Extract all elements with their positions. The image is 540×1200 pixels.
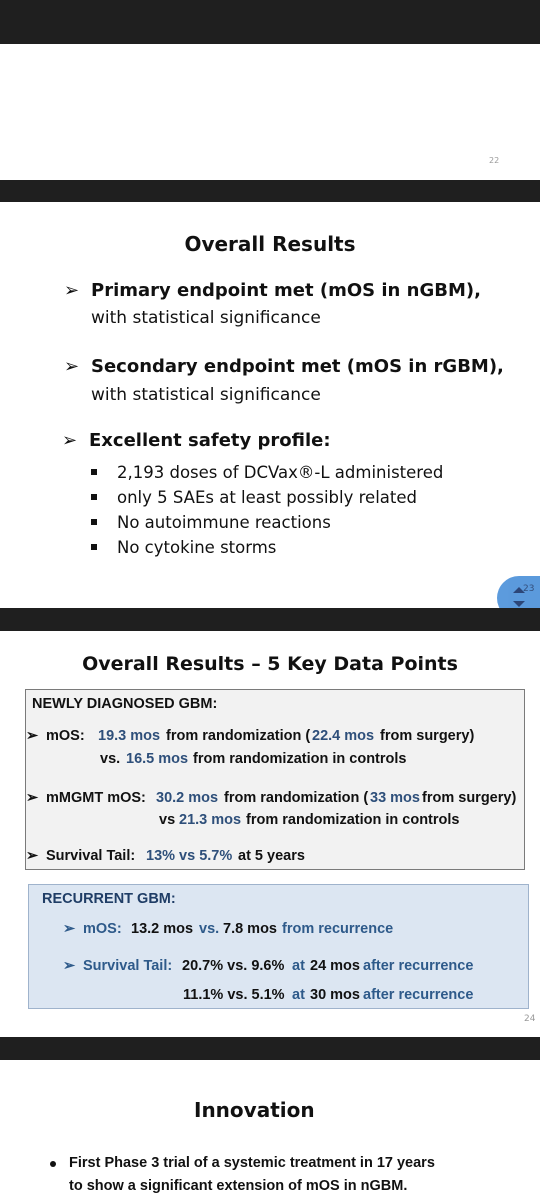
arrow-bullet-icon: ➢ (26, 728, 39, 744)
slide-22 (0, 44, 540, 180)
item-main: Secondary endpoint met (mOS in rGBM), (91, 356, 504, 377)
safety-item: 2,193 doses of DCVax®-L administered (117, 463, 444, 482)
tail-at: at (292, 987, 305, 1003)
page-number: 23 (523, 584, 535, 594)
mgmt-vs: vs (159, 812, 176, 828)
mgmt-value: 21.3 mos (179, 812, 242, 828)
slide-divider (0, 608, 540, 631)
mos-vs: vs. (100, 751, 121, 767)
slide-25 (0, 1060, 540, 1200)
arrow-bullet-icon: ➢ (63, 958, 76, 974)
panel-heading: NEWLY DIAGNOSED GBM: (32, 696, 218, 712)
tail-at: at (292, 958, 305, 974)
arrow-bullet-icon: ➢ (26, 790, 39, 806)
tail-value: 20.7% vs. 9.6% (182, 958, 285, 974)
mos-value: 13.2 mos (131, 921, 194, 937)
top-dark-bar (0, 0, 540, 44)
tail-value: 11.1% vs. 5.1% (183, 987, 285, 1003)
mgmt-text: from surgery) (422, 790, 517, 806)
mos-value: 7.8 mos (223, 921, 277, 937)
arrow-bullet-icon: ➢ (62, 430, 78, 451)
mos-value: 16.5 mos (126, 751, 189, 767)
mos-vs: vs. (199, 921, 220, 937)
mgmt-text: from randomization ( (224, 790, 369, 806)
tail-text: after recurrence (363, 958, 474, 974)
square-bullet-icon (91, 469, 97, 475)
square-bullet-icon (91, 494, 97, 500)
mos-label: mOS: (83, 921, 122, 937)
tail-text: after recurrence (363, 987, 474, 1003)
item-main: Excellent safety profile: (89, 430, 331, 451)
mgmt-label: mMGMT mOS: (46, 790, 146, 806)
tail-text: at 5 years (238, 848, 305, 864)
item-sub: with statistical significance (91, 308, 321, 328)
mos-text: from surgery) (380, 728, 475, 744)
square-bullet-icon (91, 519, 97, 525)
mos-text: from recurrence (282, 921, 394, 937)
bullet-text: to show a significant extension of mOS in nGBM. (69, 1178, 408, 1194)
slide-title: Innovation (194, 1098, 315, 1122)
slide-title: Overall Results – 5 Key Data Points (82, 653, 458, 675)
mgmt-value: 33 mos (370, 790, 420, 806)
mos-label: mOS: (46, 728, 85, 744)
bullet-dot-icon (50, 1161, 56, 1167)
arrow-bullet-icon: ➢ (64, 356, 80, 377)
item-main: Primary endpoint met (mOS in nGBM), (91, 280, 481, 301)
slide-23 (0, 202, 540, 608)
page-number: 24 (524, 1014, 536, 1024)
mos-value: 22.4 mos (312, 728, 375, 744)
newly-diagnosed-panel (25, 689, 525, 870)
bullet-text: First Phase 3 trial of a systemic treatment in 17 years (69, 1155, 435, 1171)
mgmt-value: 30.2 mos (156, 790, 219, 806)
tail-label: Survival Tail: (46, 848, 136, 864)
tail-label: Survival Tail: (83, 958, 173, 974)
tail-value: 24 mos (310, 958, 360, 974)
safety-item: only 5 SAEs at least possibly related (117, 488, 417, 507)
mgmt-text: from randomization in controls (246, 812, 460, 828)
mos-value: 19.3 mos (98, 728, 161, 744)
safety-item: No cytokine storms (117, 538, 277, 557)
arrow-bullet-icon: ➢ (64, 280, 80, 301)
recurrent-panel (28, 884, 529, 1009)
slide-divider (0, 1037, 540, 1060)
slide-divider (0, 180, 540, 202)
tail-value: 30 mos (310, 987, 360, 1003)
tail-value: 13% vs 5.7% (146, 848, 233, 864)
mos-text: from randomization ( (166, 728, 311, 744)
safety-item: No autoimmune reactions (117, 513, 331, 532)
square-bullet-icon (91, 544, 97, 550)
item-sub: with statistical significance (91, 385, 321, 405)
page-number: 22 (489, 156, 500, 165)
arrow-bullet-icon: ➢ (26, 848, 39, 864)
panel-heading: RECURRENT GBM: (42, 891, 176, 907)
arrow-bullet-icon: ➢ (63, 921, 76, 937)
slide-title: Overall Results (184, 232, 356, 256)
mos-text: from randomization in controls (193, 751, 407, 767)
